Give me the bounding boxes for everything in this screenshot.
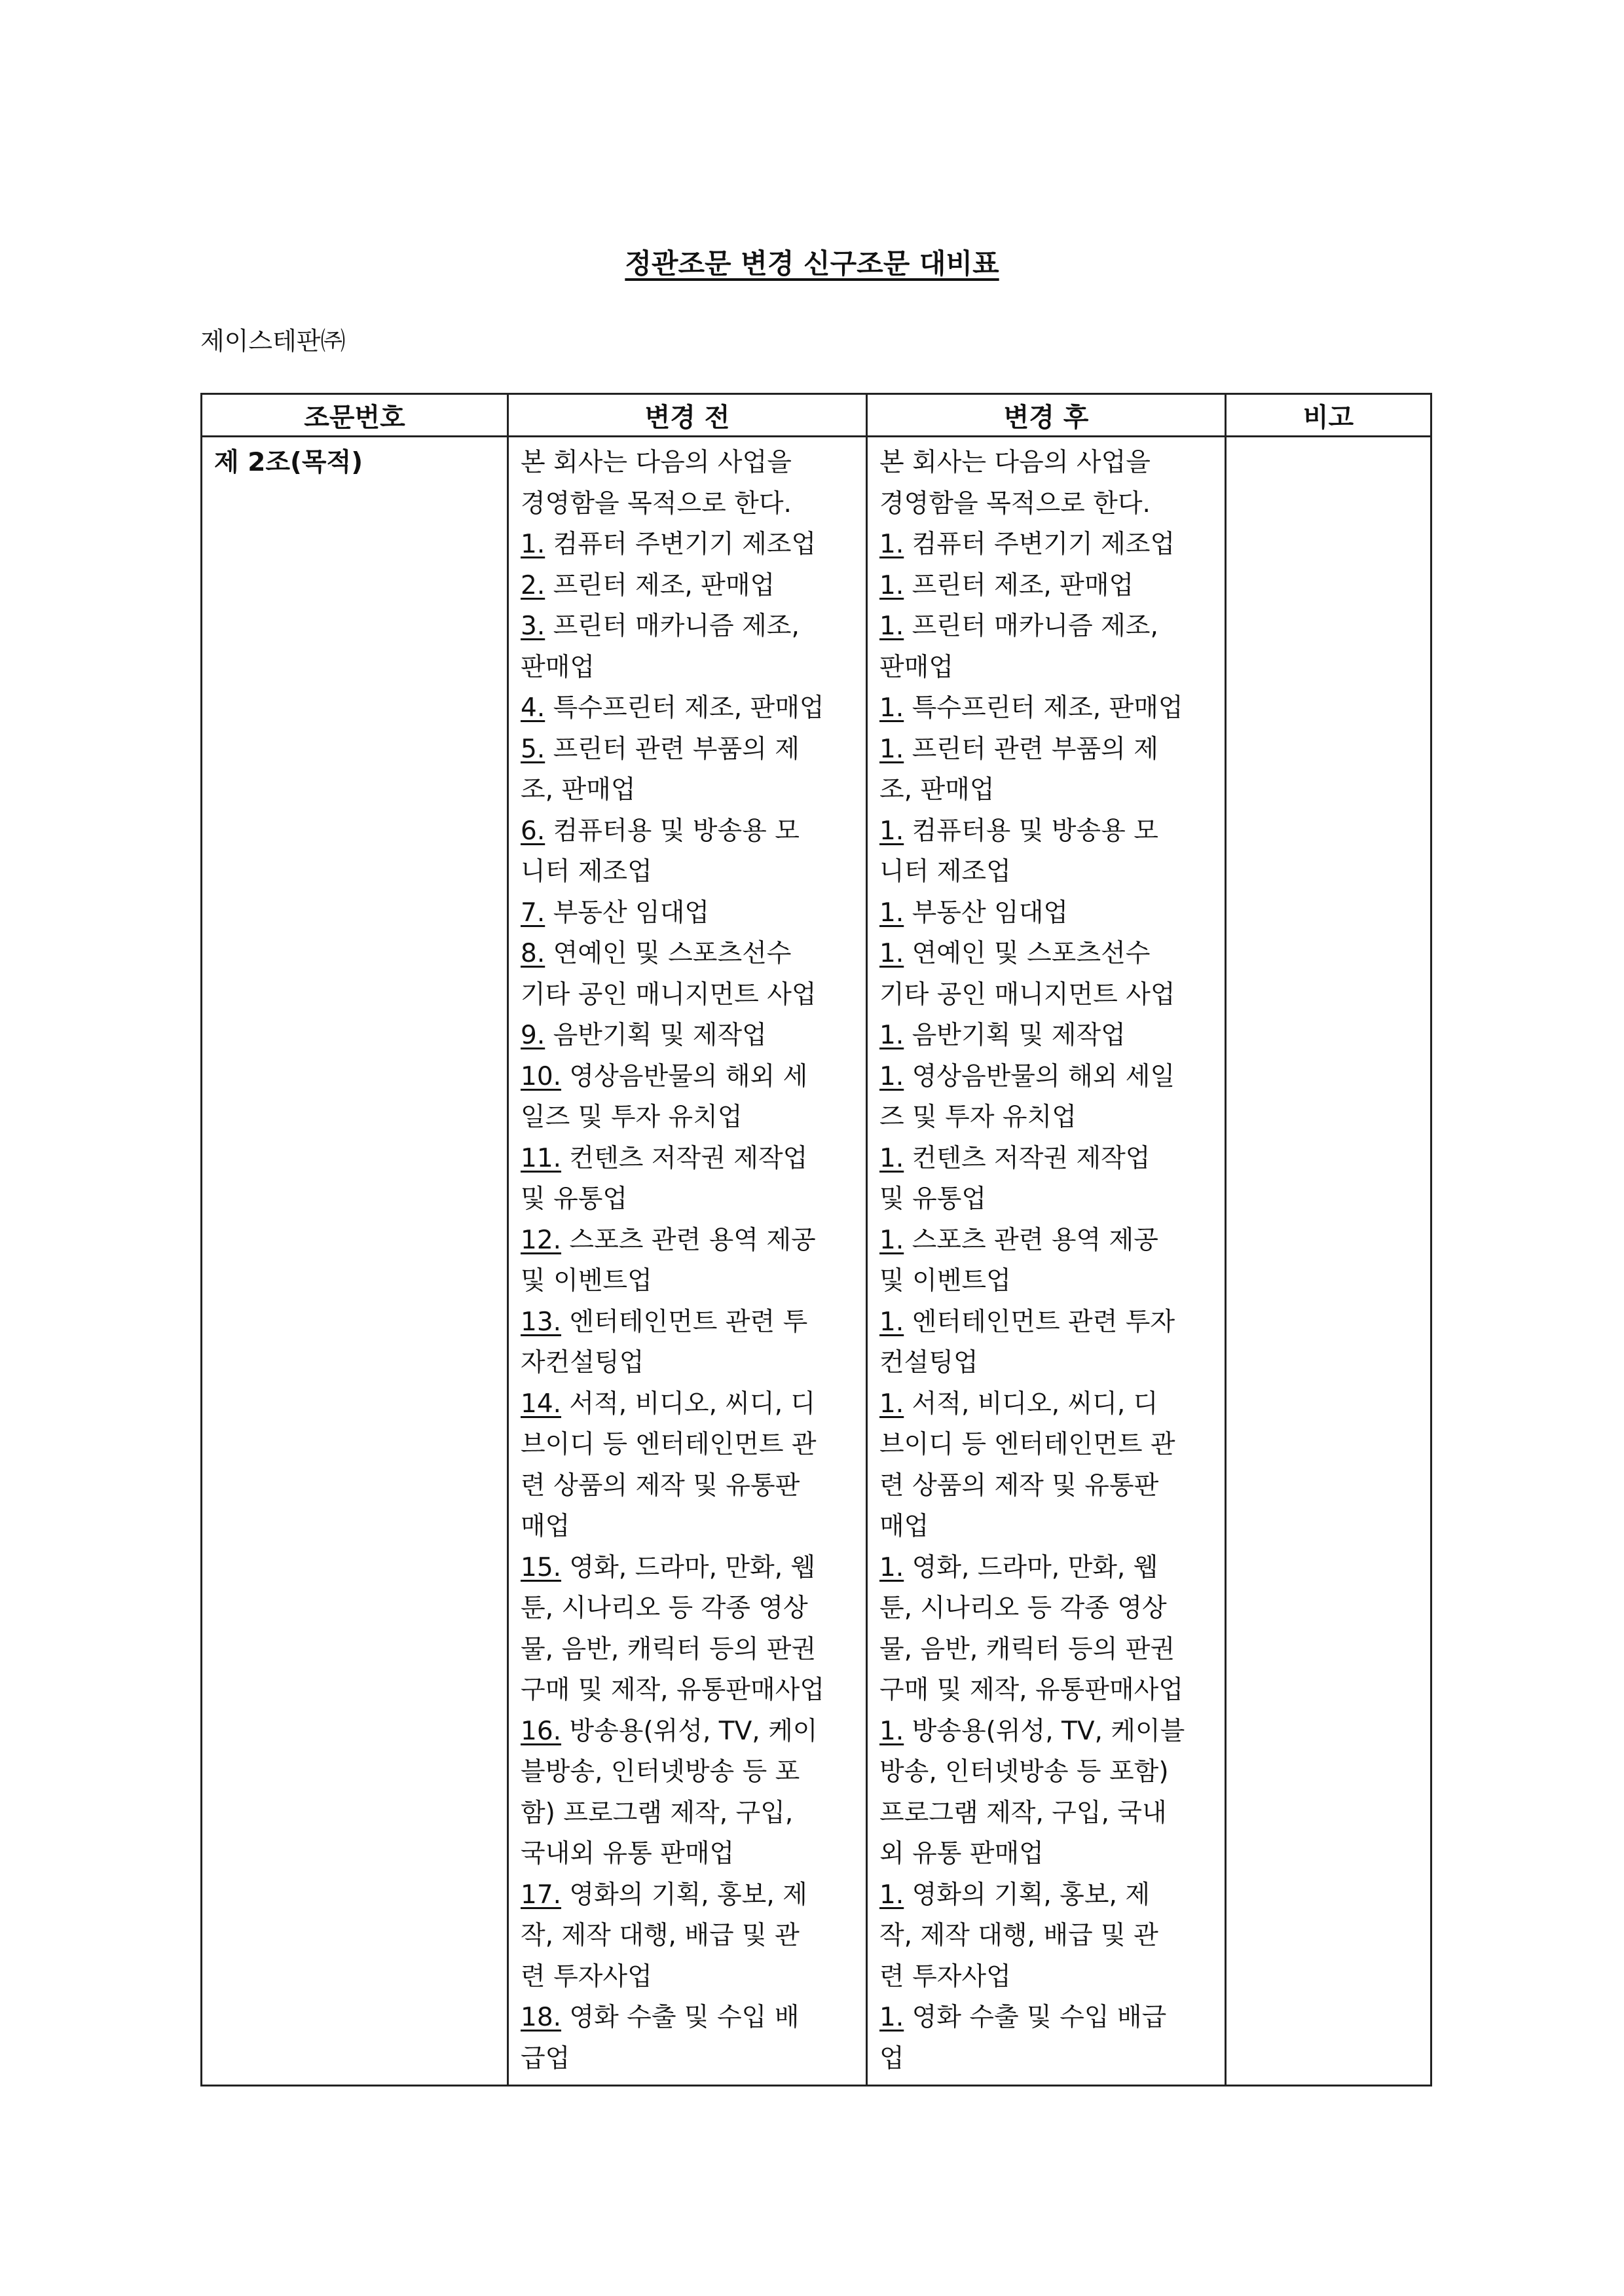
- item-text: 기타 공인 매니지먼트 사업: [879, 979, 1175, 1010]
- text-line: [521, 688, 854, 729]
- item-number: 8.: [521, 939, 545, 968]
- text-line: [879, 1179, 1213, 1220]
- item-text: 본 회사는 다음의 사업을: [879, 448, 1151, 477]
- item-number: 12.: [521, 1225, 562, 1255]
- text-line: [521, 1793, 854, 1834]
- text-line: [879, 770, 1213, 811]
- item-text: 업: [879, 2043, 904, 2073]
- text-line: [879, 1139, 1213, 1180]
- text-line: [879, 524, 1213, 566]
- item-number: 1.: [879, 693, 904, 723]
- text-line: [879, 1957, 1213, 1998]
- item-number: 1.: [879, 734, 904, 764]
- item-text: 엔터테인먼트 관련 투자: [904, 1307, 1175, 1337]
- text-line: [879, 1670, 1213, 1711]
- item-text: 영화의 기획, 홍보, 제: [904, 1880, 1150, 1910]
- text-line: [879, 1834, 1213, 1875]
- text-line: [521, 1057, 854, 1098]
- item-text: 영화 수출 및 수입 배: [561, 2003, 800, 2032]
- text-line: [879, 893, 1213, 934]
- item-text: 영상음반물의 해외 세: [561, 1061, 808, 1091]
- item-text: 브이디 등 엔터테인먼트 관: [879, 1430, 1175, 1459]
- item-number: 11.: [521, 1143, 562, 1173]
- text-line: [521, 1875, 854, 1916]
- item-text: 컴퓨터 주변기기 제조업: [545, 530, 817, 559]
- text-line: [879, 1057, 1213, 1098]
- text-line: [521, 934, 854, 975]
- text-line: [521, 1343, 854, 1384]
- item-text: 기타 공인 매니지먼트 사업: [521, 979, 817, 1010]
- item-text: 구매 및 제작, 유통판매사업: [521, 1675, 825, 1705]
- text-line: [521, 1588, 854, 1630]
- item-text: 연예인 및 스포츠선수: [545, 939, 792, 968]
- item-text: 작, 제작 대행, 배급 및 관: [521, 1921, 800, 1950]
- text-line: [879, 1548, 1213, 1589]
- item-text: 스포츠 관련 용역 제공: [561, 1225, 816, 1255]
- text-line: [521, 811, 854, 852]
- item-text: 영화, 드라마, 만화, 웹: [561, 1552, 816, 1582]
- company-name: 제이스테판㈜: [200, 327, 346, 355]
- text-line: [521, 1425, 854, 1466]
- item-text: 프린터 관련 부품의 제: [904, 734, 1158, 764]
- item-number: 1.: [879, 1307, 904, 1337]
- item-text: 방송용(위성, TV, 케이블: [904, 1716, 1185, 1746]
- item-text: 컨텐츠 저작권 제작업: [904, 1143, 1151, 1173]
- item-number: 7.: [521, 898, 545, 928]
- item-text: 련 투자사업: [879, 1961, 1011, 1992]
- text-line: [879, 1588, 1213, 1630]
- item-text: 음반기획 및 제작업: [545, 1021, 767, 1050]
- item-text: 작, 제작 대행, 배급 및 관: [879, 1921, 1158, 1950]
- item-text: 블방송, 인터넷방송 등 포: [521, 1757, 800, 1787]
- text-line: [879, 934, 1213, 975]
- item-text: 서적, 비디오, 씨디, 디: [904, 1389, 1158, 1419]
- item-text: 컴퓨터용 및 방송용 모: [545, 816, 800, 846]
- text-line: [521, 852, 854, 893]
- text-line: [521, 1139, 854, 1180]
- document-title-text: 정관조문 변경 신구조문 대비표: [625, 247, 999, 280]
- item-number: 1.: [879, 1061, 904, 1091]
- text-line: [521, 1670, 854, 1711]
- item-text: 조, 판매업: [521, 775, 636, 805]
- item-text: 프린터 관련 부품의 제: [545, 734, 800, 764]
- item-number: 13.: [521, 1307, 562, 1337]
- item-number: 16.: [521, 1716, 562, 1746]
- table-header-row: [202, 394, 1431, 437]
- item-text: 브이디 등 엔터테인먼트 관: [521, 1430, 817, 1459]
- item-text: 물, 음반, 캐릭터 등의 판권: [879, 1634, 1175, 1664]
- item-number: 1.: [879, 2003, 904, 2032]
- text-line: [879, 443, 1213, 484]
- text-line: [879, 1425, 1213, 1466]
- item-text: 음반기획 및 제작업: [904, 1021, 1126, 1050]
- after-change-cell: [867, 437, 1226, 2086]
- item-number: 1.: [521, 530, 545, 559]
- item-text: 일즈 및 투자 유치업: [521, 1102, 743, 1132]
- text-line: [879, 484, 1213, 525]
- text-line: [521, 1834, 854, 1875]
- item-text: 외 유통 판매업: [879, 1839, 1044, 1868]
- item-number: 1.: [879, 1552, 904, 1582]
- item-text: 특수프린터 제조, 판매업: [545, 693, 824, 723]
- item-text: 련 상품의 제작 및 유통판: [521, 1470, 800, 1501]
- text-line: [879, 1916, 1213, 1957]
- item-text: 영화 수출 및 수입 배급: [904, 2003, 1167, 2032]
- article-number-cell: 제 2조(목적): [202, 437, 508, 2086]
- text-line: [521, 1506, 854, 1548]
- item-number: 5.: [521, 734, 545, 764]
- text-line: [521, 1630, 854, 1671]
- text-line: [521, 1220, 854, 1262]
- item-text: 서적, 비디오, 씨디, 디: [561, 1389, 816, 1419]
- item-text: 컨텐츠 저작권 제작업: [561, 1143, 808, 1173]
- text-line: [879, 1097, 1213, 1139]
- item-text: 연예인 및 스포츠선수: [904, 939, 1151, 968]
- text-line: [521, 1384, 854, 1425]
- item-text: 구매 및 제작, 유통판매사업: [879, 1675, 1184, 1705]
- text-line: [879, 1220, 1213, 1262]
- item-text: 조, 판매업: [879, 775, 995, 805]
- item-text: 프로그램 제작, 구입, 국내: [879, 1798, 1167, 1828]
- item-text: 함) 프로그램 제작, 구입,: [521, 1798, 794, 1828]
- text-line: [879, 1384, 1213, 1425]
- text-line: [879, 1793, 1213, 1834]
- text-line: [879, 1302, 1213, 1343]
- item-text: 급업: [521, 2043, 570, 2073]
- item-number: 10.: [521, 1061, 562, 1091]
- text-line: [521, 1997, 854, 2039]
- item-text: 프린터 제조, 판매업: [904, 570, 1134, 600]
- text-line: [879, 2039, 1213, 2080]
- text-line: [521, 1261, 854, 1302]
- item-number: 1.: [879, 611, 904, 641]
- item-text: 및 유통업: [879, 1184, 987, 1214]
- item-number: 17.: [521, 1880, 562, 1910]
- text-line: [521, 606, 854, 647]
- text-line: [879, 1997, 1213, 2039]
- text-line: [879, 566, 1213, 607]
- text-line: [521, 1302, 854, 1343]
- item-number: 1.: [879, 1880, 904, 1910]
- text-line: [879, 688, 1213, 729]
- item-number: 4.: [521, 693, 545, 723]
- text-line: [521, 524, 854, 566]
- item-text: 물, 음반, 캐릭터 등의 판권: [521, 1634, 817, 1664]
- item-number: 1.: [879, 939, 904, 968]
- item-text: 특수프린터 제조, 판매업: [904, 693, 1183, 723]
- item-text: 및 유통업: [521, 1184, 628, 1214]
- text-line: [521, 1097, 854, 1139]
- text-line: [521, 1916, 854, 1957]
- text-line: [879, 1466, 1213, 1507]
- item-text: 자컨설팅업: [521, 1348, 644, 1377]
- header-remarks: 비고: [1226, 394, 1431, 437]
- comparison-table: [200, 393, 1432, 2086]
- text-line: [521, 729, 854, 771]
- item-text: 영화의 기획, 홍보, 제: [561, 1880, 807, 1910]
- item-text: 영상음반물의 해외 세일: [904, 1061, 1175, 1091]
- header-before-change: 변경 전: [508, 394, 867, 437]
- text-line: [879, 811, 1213, 852]
- text-line: [879, 1752, 1213, 1793]
- text-line: [521, 443, 854, 484]
- item-number: 2.: [521, 570, 545, 600]
- item-text: 영화, 드라마, 만화, 웹: [904, 1552, 1158, 1582]
- text-line: [521, 647, 854, 689]
- item-number: 1.: [879, 1716, 904, 1746]
- item-text: 엔터테인먼트 관련 투: [561, 1307, 808, 1337]
- text-line: [879, 647, 1213, 689]
- text-line: [521, 484, 854, 525]
- item-text: 부동산 임대업: [545, 898, 710, 928]
- before-change-cell: [508, 437, 867, 2086]
- item-text: 방송용(위성, TV, 케이: [561, 1716, 818, 1746]
- text-line: [521, 1711, 854, 1753]
- item-number: 1.: [879, 1021, 904, 1050]
- item-text: 국내외 유통 판매업: [521, 1839, 735, 1868]
- text-line: [521, 1548, 854, 1589]
- item-text: 판매업: [521, 652, 595, 682]
- item-text: 툰, 시나리오 등 각종 영상: [879, 1594, 1167, 1623]
- text-line: [879, 1343, 1213, 1384]
- text-line: [879, 1875, 1213, 1916]
- item-number: 1.: [879, 898, 904, 928]
- item-text: 툰, 시나리오 등 각종 영상: [521, 1594, 808, 1623]
- item-number: 1.: [879, 1143, 904, 1173]
- item-number: 6.: [521, 816, 545, 846]
- text-line: [879, 1630, 1213, 1671]
- item-text: 및 이벤트업: [521, 1266, 652, 1296]
- item-text: 경영함을 목적으로 한다.: [879, 488, 1151, 519]
- item-text: 프린터 매카니즘 제조,: [545, 611, 800, 641]
- item-text: 컨설팅업: [879, 1348, 978, 1377]
- item-number: 1.: [879, 1389, 904, 1419]
- item-text: 련 투자사업: [521, 1961, 652, 1992]
- item-number: 18.: [521, 2003, 562, 2032]
- item-text: 판매업: [879, 652, 954, 682]
- item-text: 및 이벤트업: [879, 1266, 1011, 1296]
- item-number: 14.: [521, 1389, 562, 1419]
- item-text: 니터 제조업: [521, 857, 652, 886]
- item-number: 1.: [879, 816, 904, 846]
- item-number: 9.: [521, 1021, 545, 1050]
- text-line: [521, 1466, 854, 1507]
- item-text: 스포츠 관련 용역 제공: [904, 1225, 1158, 1255]
- document-title: [0, 242, 1624, 282]
- item-text: 컴퓨터 주변기기 제조업: [904, 530, 1175, 559]
- text-line: [879, 729, 1213, 771]
- item-text: 방송, 인터넷방송 등 포함): [879, 1757, 1169, 1787]
- item-number: 1.: [879, 1225, 904, 1255]
- item-number: 1.: [879, 570, 904, 600]
- item-text: 경영함을 목적으로 한다.: [521, 488, 792, 519]
- text-line: [879, 852, 1213, 893]
- item-text: 본 회사는 다음의 사업을: [521, 448, 792, 477]
- item-text: 프린터 제조, 판매업: [545, 570, 775, 600]
- text-line: [879, 975, 1213, 1016]
- text-line: [879, 1015, 1213, 1057]
- item-number: 3.: [521, 611, 545, 641]
- item-text: 련 상품의 제작 및 유통판: [879, 1470, 1159, 1501]
- text-line: [521, 770, 854, 811]
- text-line: [521, 1752, 854, 1793]
- item-text: 매업: [879, 1512, 929, 1541]
- header-article-number: 조문번호: [202, 394, 508, 437]
- text-line: [879, 1711, 1213, 1753]
- text-line: [521, 566, 854, 607]
- text-line: [521, 1015, 854, 1057]
- text-line: [521, 1179, 854, 1220]
- item-text: 즈 및 투자 유치업: [879, 1102, 1077, 1132]
- header-after-change: 변경 후: [867, 394, 1226, 437]
- table-row: [202, 437, 1431, 2086]
- text-line: [879, 606, 1213, 647]
- text-line: [879, 1261, 1213, 1302]
- remarks-cell: [1226, 437, 1431, 2086]
- text-line: [521, 975, 854, 1016]
- item-text: 부동산 임대업: [904, 898, 1069, 928]
- text-line: [521, 1957, 854, 1998]
- text-line: [521, 2039, 854, 2080]
- item-text: 컴퓨터용 및 방송용 모: [904, 816, 1158, 846]
- item-text: 니터 제조업: [879, 857, 1011, 886]
- item-number: 15.: [521, 1552, 562, 1582]
- item-text: 매업: [521, 1512, 570, 1541]
- item-text: 프린터 매카니즘 제조,: [904, 611, 1158, 641]
- text-line: [879, 1506, 1213, 1548]
- item-number: 1.: [879, 530, 904, 559]
- text-line: [521, 893, 854, 934]
